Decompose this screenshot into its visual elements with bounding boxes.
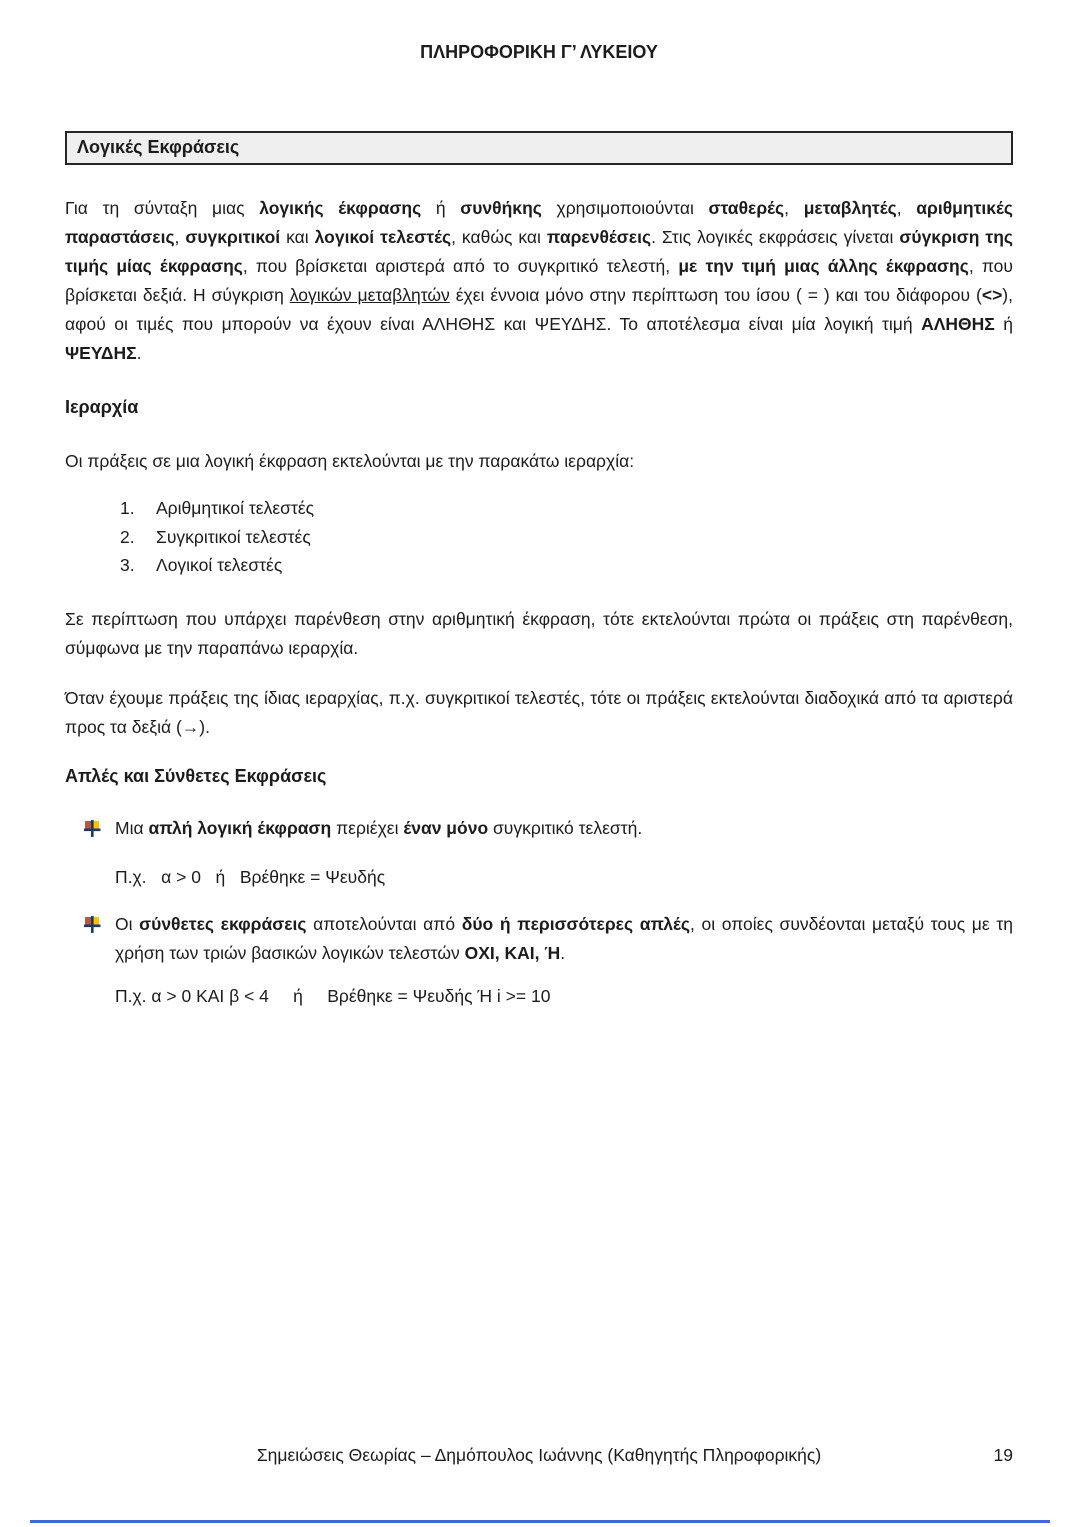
page-content: [65, 0, 1013, 1011]
same-level-note-paragraph: Όταν έχουμε πράξεις της ίδιας ιεραρχίας, π.χ. συγκριτικοί τελεστές, τότε οι πράξεις εκτελούνται διαδοχικά από τα αριστερά προς τα δεξιά (→).: [65, 687, 1013, 737]
list-item: [65, 494, 1013, 523]
bottom-accent-line: [30, 1520, 1050, 1523]
list-item-number: 2.: [120, 526, 135, 547]
simple-expression-example: Π.χ. α > 0 ή Βρέθηκε = Ψευδής: [115, 866, 386, 887]
list-item-label: Αριθμητικοί τελεστές: [156, 498, 315, 518]
list-item-number: 3.: [120, 555, 135, 575]
simple-expression-bullet: [65, 814, 1013, 843]
section-title: Λογικές Εκφράσεις: [77, 137, 240, 157]
section-title-box: [65, 131, 1013, 165]
list-item-label: Λογικοί τελεστές: [156, 555, 283, 575]
list-item-label: Συγκριτικοί τελεστές: [156, 526, 311, 547]
composite-expression-bullet: [65, 910, 1013, 968]
composite-expression-text: Οι σύνθετες εκφράσεις αποτελούνται από δύο ή περισσότερες απλές, οι οποίες συνδέονται μεταξύ τους με τη χρήση των τριών βασικών λογικών τελεστών ΟΧΙ, ΚΑΙ, Ή.: [115, 913, 1013, 963]
expressions-heading: Απλές και Σύνθετες Εκφράσεις: [65, 765, 327, 786]
intro-paragraph: Για τη σύνταξη μιας λογικής έκφρασης ή συνθήκης χρησιμοποιούνται σταθερές, μεταβλητές, αριθμητικές παραστάσεις, συγκριτικοί και λογικοί τελεστές, καθώς και παρενθέσεις. Στις λογικές εκφράσεις γίνεται σύγκριση της τιμής μίας έκφρασης, που βρίσκεται αριστερά από το συγκριτικό τελεστή, με την τιμή μιας άλλης έκφρασης, που βρίσκεται δεξιά. Η σύγκριση λογικών μεταβλητών έχει έννοια μόνο στην περίπτωση του ίσου ( = ) και του διάφορου (<>), αφού οι τιμές που μπορούν να έχουν είναι ΑΛΗΘΗΣ και ΨΕΥΔΗΣ. Το αποτέλεσμα είναι μία λογική τιμή ΑΛΗΘΗΣ ή ΨΕΥΔΗΣ.: [65, 198, 1013, 363]
plus-bullet-icon: [84, 916, 101, 933]
list-item: [65, 523, 1013, 552]
hierarchy-list: [65, 494, 1013, 580]
hierarchy-heading: Ιεραρχία: [65, 397, 139, 417]
parenthesis-note-paragraph: Σε περίπτωση που υπάρχει παρένθεση στην αριθμητική έκφραση, τότε εκτελούνται πρώτα οι πράξεις στη παρένθεση, σύμφωνα με την παραπάνω ιεραρχία.: [65, 608, 1013, 658]
hierarchy-lead: Οι πράξεις σε μια λογική έκφραση εκτελούνται με την παρακάτω ιεραρχία:: [65, 451, 635, 471]
page-footer: [65, 1443, 1013, 1467]
simple-expression-text: Μια απλή λογική έκφραση περιέχει έναν μόνο συγκριτικό τελεστή.: [115, 817, 643, 838]
page-title: ΠΛΗΡΟΦΟΡΙΚΗ Γ’ ΛΥΚΕΙΟΥ: [420, 42, 658, 62]
list-item-number: 1.: [120, 498, 135, 518]
list-item: [65, 551, 1013, 580]
plus-bullet-icon: [84, 820, 101, 837]
page-number: 19: [993, 1445, 1013, 1465]
footer-text: Σημειώσεις Θεωρίας – Δημόπουλος Ιωάννης (Καθηγητής Πληροφορικής): [256, 1445, 822, 1465]
composite-expression-example: Π.χ. α > 0 ΚΑΙ β < 4 ή Βρέθηκε = Ψευδής Ή i >= 10: [115, 985, 551, 1006]
